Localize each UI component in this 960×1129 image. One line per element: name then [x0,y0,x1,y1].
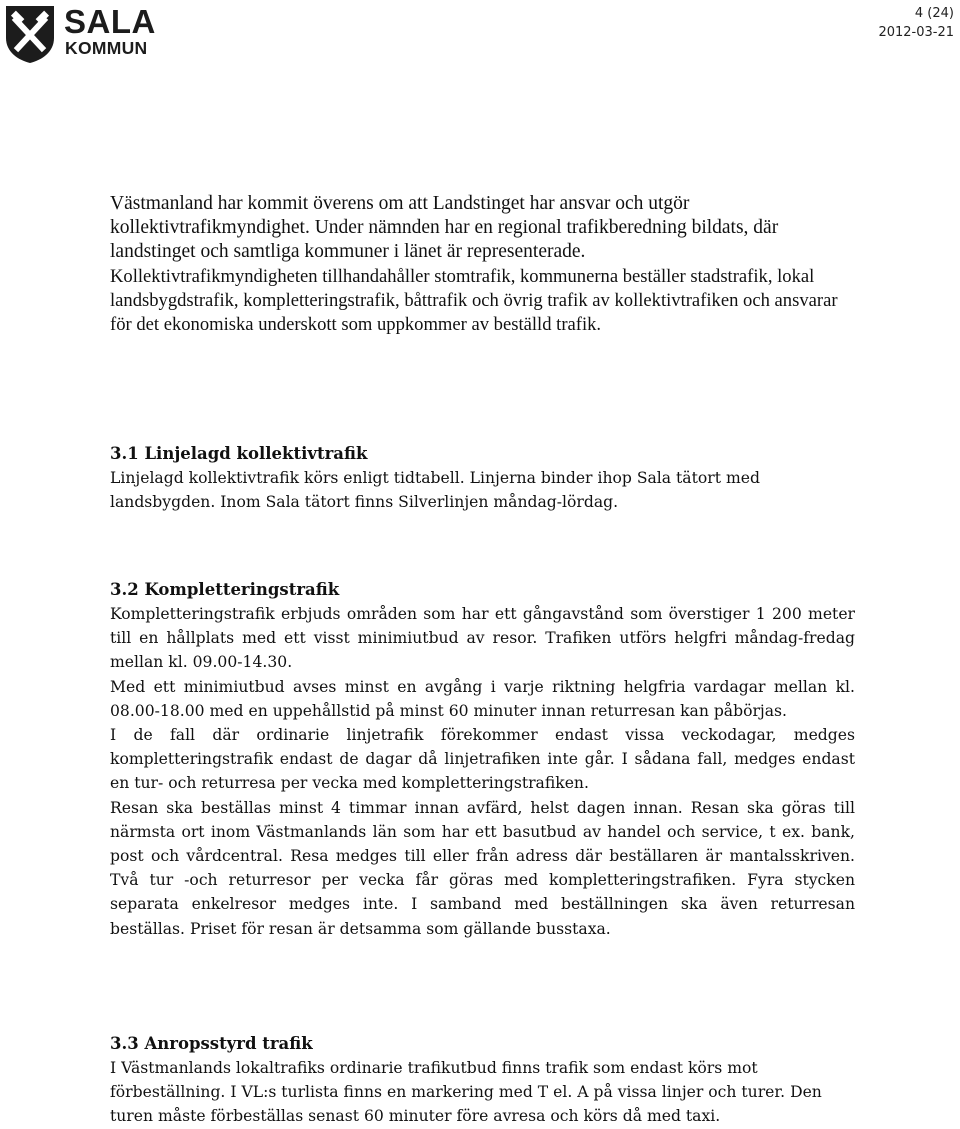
section-paragraph: Kompletteringstrafik erbjuds områden som har ett gångavstånd som överstiger 1 200 meter till en hållplats med ett visst minimiutbud av resor. Trafiken utförs helgfri måndag-fredag mellan kl. 09.00-14.30. [110,605,855,672]
document-date: 2012-03-21 [878,25,954,40]
section-paragraph: Resan ska beställas minst 4 timmar innan avfärd, helst dagen innan. Resan ska göras till närmsta ort inom Västmanlands län som har ett basutbud av handel och service, t ex. bank, post och vårdcentral. Resa medges till eller från adress där beställaren är mantalsskriven. Två tur -och returresor per vecka får göras med kompletteringstrafiken. Fyra stycken separata enkelresor medges inte. I samband med beställningen ska även returresan beställas. Priset för resan är detsamma som gällande busstaxa. [110,798,855,938]
intro [110,192,855,337]
logo-subtitle: KOMMUN [65,38,148,58]
section-paragraph: I de fall där ordinarie linjetrafik förekommer endast vissa veckodagar, medges kompletteringstrafik endast de dagar då linjetrafiken inte går. I sådana fall, medges endast en tur- och returresa per vecka med kompletteringstrafiken. [110,726,855,793]
section-paragraph: I Västmanlands lokaltrafiks ordinarie trafikutbud finns trafik som endast körs mot förbeställning. I VL:s turlista finns en markering med T el. A på vissa linjer och turer. Den turen måste förbeställas senast 60 minuter före avresa och körs då med taxi. [110,1059,822,1126]
header-meta [878,4,954,42]
section-heading: 3.2 Kompletteringstrafik [110,580,340,599]
sala-kommun-logo [4,4,154,64]
logo-name: SALA [64,3,156,40]
section-heading: 3.1 Linjelagd kollektivtrafik [110,444,368,463]
section-paragraph: Med ett minimiutbud avses minst en avgång i varje riktning helgfria vardagar mellan kl. 08.00-18.00 med en uppehållstid på minst 60 minuter innan returresan kan påbörjas. [110,677,855,720]
section-3-2 [110,578,855,941]
coat-of-arms-icon [4,4,56,64]
section-3-3 [110,1032,855,1129]
intro-paragraph-1: Västmanland har kommit överens om att Landstinget har ansvar och utgör kollektivtrafikmyndighet. Under nämnden har en regional trafikberedning bildats, där landstinget och samtliga kommuner i länet är representerade. [110,193,779,263]
section-paragraph: Linjelagd kollektivtrafik körs enligt tidtabell. Linjerna binder ihop Sala tätort med landsbygden. Inom Sala tätort finns Silverlinjen måndag-lördag. [110,469,760,512]
section-3-1 [110,442,855,514]
section-heading: 3.3 Anropsstyrd trafik [110,1034,313,1053]
page-number: 4 (24) [914,6,954,21]
intro-paragraph-2: Kollektivtrafikmyndigheten tillhandahåller stomtrafik, kommunerna beställer stadstrafik, lokal landsbygdstrafik, kompletteringstrafik, båttrafik och övrig trafik av kollektivtrafiken och ansvarar för det ekonomiska underskott som uppkommer av beställd trafik. [110,265,838,336]
